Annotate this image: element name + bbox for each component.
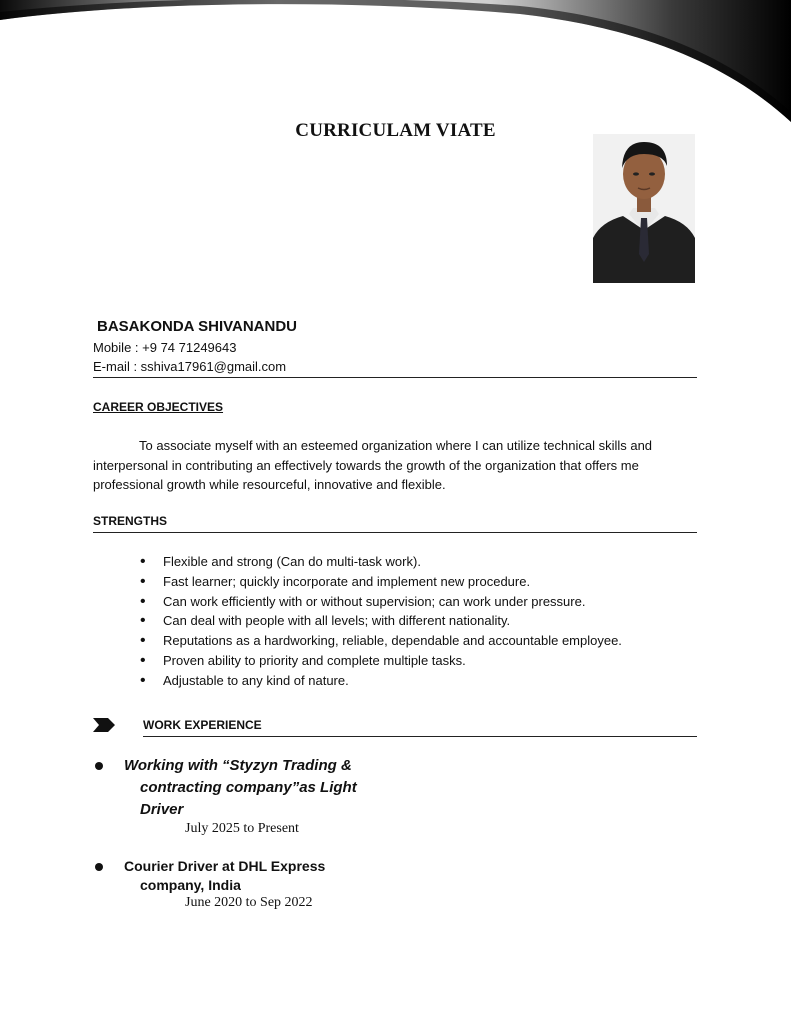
mobile-number: Mobile : +9 74 71249643	[93, 340, 237, 355]
work-experience-heading: WORK EXPERIENCE	[143, 718, 262, 732]
job-bullet-dot	[95, 863, 103, 871]
strengths-list	[140, 552, 622, 691]
work-divider	[143, 736, 697, 737]
strengths-heading: STRENGTHS	[93, 514, 168, 528]
profile-photo	[593, 134, 695, 283]
job-title-line: Driver	[140, 801, 184, 818]
strength-item: • Reputations as a hardworking, reliable, dependable and accountable employee.	[140, 631, 622, 651]
strength-item: • Adjustable to any kind of nature.	[140, 671, 622, 691]
job-title-line: company, India	[140, 877, 241, 893]
arrow-bullet-icon	[93, 718, 115, 732]
career-objectives-paragraph: To associate myself with an esteemed organization where I can utilize technical skills and interpersonal in contributing an effectively towards the growth of the organization that offers me professional growth while resourceful, innovative and flexible.	[93, 438, 653, 492]
strength-item: • Can deal with people with all levels; with different nationality.	[140, 611, 622, 631]
header-divider	[93, 377, 697, 378]
strength-item: • Can work efficiently with or without supervision; can work under pressure.	[140, 592, 622, 612]
job-title-line: Courier Driver at DHL Express	[124, 858, 326, 874]
header-swoosh-decoration	[0, 0, 791, 130]
strength-item: • Fast learner; quickly incorporate and implement new procedure.	[140, 572, 622, 592]
email-address[interactable]: E-mail : sshiva17961@gmail.com	[93, 359, 287, 374]
job-title-line: contracting company”as Light	[140, 779, 357, 796]
job-dates: July 2025 to Present	[185, 821, 299, 836]
job-title-line: Working with “Styzyn Trading &	[124, 757, 352, 774]
strength-item: • Flexible and strong (Can do multi-task work).	[140, 552, 622, 572]
job-bullet-dot	[95, 762, 103, 770]
strength-item: • Proven ability to priority and complete multiple tasks.	[140, 651, 622, 671]
career-objectives-heading: CAREER OBJECTIVES	[93, 400, 224, 414]
career-objectives-text	[93, 436, 693, 495]
candidate-name: BASAKONDA SHIVANANDU	[97, 318, 298, 335]
strengths-divider	[93, 532, 697, 533]
document-title: CURRICULAM VIATE	[295, 120, 496, 141]
job-dates: June 2020 to Sep 2022	[185, 895, 313, 910]
